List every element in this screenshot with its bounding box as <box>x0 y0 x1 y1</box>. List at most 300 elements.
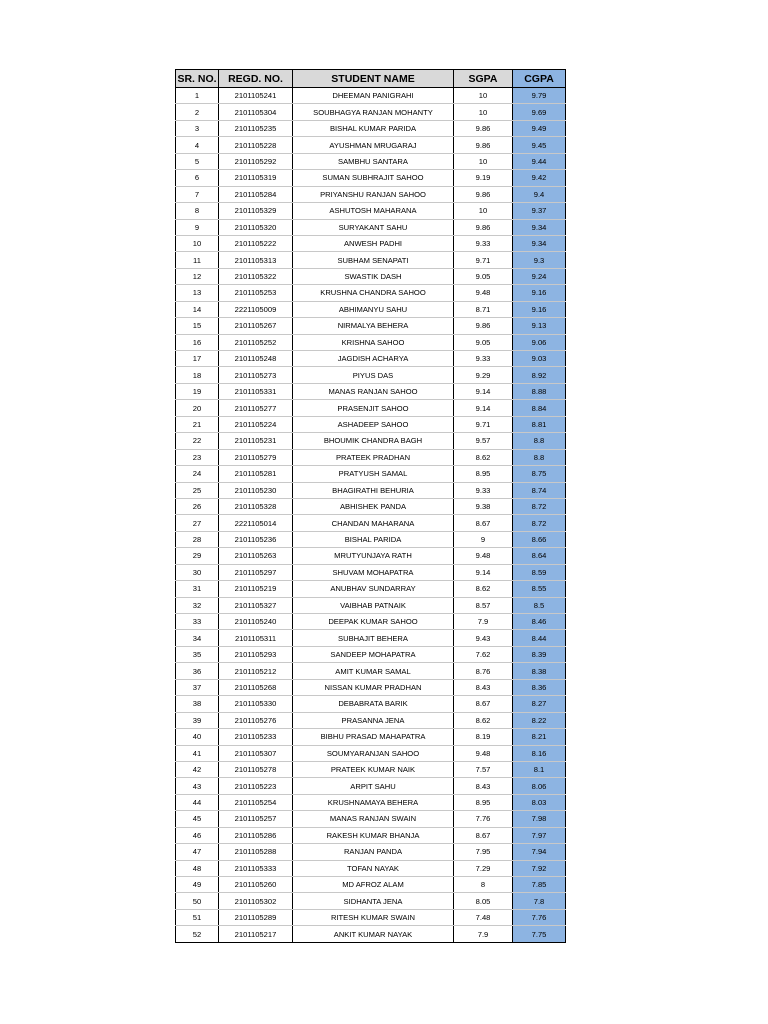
regd-no-cell: 2101105260 <box>219 877 293 893</box>
cgpa-cell: 8.22 <box>513 712 566 728</box>
sgpa-cell: 9.33 <box>454 351 513 367</box>
sr-no-cell: 22 <box>176 433 219 449</box>
sgpa-cell: 9.71 <box>454 252 513 268</box>
cgpa-cell: 8.74 <box>513 482 566 498</box>
table-row <box>176 877 566 893</box>
student-name-cell: ANKIT KUMAR NAYAK <box>293 926 454 942</box>
cgpa-cell: 8.66 <box>513 531 566 547</box>
student-name-cell: BIBHU PRASAD MAHAPATRA <box>293 729 454 745</box>
sgpa-cell: 8.67 <box>454 696 513 712</box>
cgpa-cell: 8.46 <box>513 614 566 630</box>
table-row <box>176 909 566 925</box>
table-row <box>176 630 566 646</box>
sgpa-cell: 10 <box>454 153 513 169</box>
regd-no-cell: 2101105248 <box>219 351 293 367</box>
cgpa-cell: 7.94 <box>513 844 566 860</box>
regd-no-cell: 2101105328 <box>219 498 293 514</box>
table-row <box>176 219 566 235</box>
student-name-cell: SANDEEP MOHAPATRA <box>293 646 454 662</box>
student-name-cell: NISSAN KUMAR PRADHAN <box>293 679 454 695</box>
sgpa-cell: 7.29 <box>454 860 513 876</box>
sr-no-cell: 40 <box>176 729 219 745</box>
student-name-cell: DEBABRATA BARIK <box>293 696 454 712</box>
regd-no-cell: 2101105253 <box>219 285 293 301</box>
student-name-cell: BHOUMIK CHANDRA BAGH <box>293 433 454 449</box>
cgpa-cell: 8.8 <box>513 449 566 465</box>
cgpa-cell: 7.92 <box>513 860 566 876</box>
sr-no-cell: 36 <box>176 663 219 679</box>
table-row <box>176 761 566 777</box>
sgpa-cell: 9.33 <box>454 482 513 498</box>
cgpa-cell: 7.8 <box>513 893 566 909</box>
sgpa-cell: 7.76 <box>454 811 513 827</box>
sr-no-cell: 27 <box>176 515 219 531</box>
table-row <box>176 88 566 104</box>
sr-no-cell: 2 <box>176 104 219 120</box>
regd-no-cell: 2101105257 <box>219 811 293 827</box>
sr-no-cell: 17 <box>176 351 219 367</box>
student-name-cell: AYUSHMAN MRUGARAJ <box>293 137 454 153</box>
student-name-cell: MANAS RANJAN SWAIN <box>293 811 454 827</box>
sr-no-cell: 16 <box>176 334 219 350</box>
sr-no-cell: 25 <box>176 482 219 498</box>
student-name-cell: DEEPAK KUMAR SAHOO <box>293 614 454 630</box>
sgpa-cell: 8.19 <box>454 729 513 745</box>
sgpa-cell: 7.62 <box>454 646 513 662</box>
table-row <box>176 104 566 120</box>
student-name-cell: MD AFROZ ALAM <box>293 877 454 893</box>
regd-no-cell: 2101105267 <box>219 318 293 334</box>
sgpa-cell: 9.33 <box>454 235 513 251</box>
student-name-cell: NIRMALYA BEHERA <box>293 318 454 334</box>
header-row <box>176 70 566 88</box>
student-name-cell: SOUBHAGYA RANJAN MOHANTY <box>293 104 454 120</box>
table-row <box>176 712 566 728</box>
sgpa-cell: 9.29 <box>454 367 513 383</box>
sgpa-cell: 9.19 <box>454 170 513 186</box>
table-row <box>176 153 566 169</box>
regd-no-cell: 2101105223 <box>219 778 293 794</box>
table-row <box>176 696 566 712</box>
sr-no-cell: 20 <box>176 400 219 416</box>
sgpa-cell: 9.38 <box>454 498 513 514</box>
table-row <box>176 564 566 580</box>
sgpa-cell: 9.71 <box>454 416 513 432</box>
cgpa-cell: 7.85 <box>513 877 566 893</box>
regd-no-cell: 2101105292 <box>219 153 293 169</box>
sgpa-cell: 8.57 <box>454 597 513 613</box>
sr-no-cell: 38 <box>176 696 219 712</box>
regd-no-cell: 2101105319 <box>219 170 293 186</box>
regd-no-cell: 2221105014 <box>219 515 293 531</box>
student-name-cell: DHEEMAN PANIGRAHI <box>293 88 454 104</box>
header-student-name: STUDENT NAME <box>293 70 454 88</box>
cgpa-cell: 8.44 <box>513 630 566 646</box>
regd-no-cell: 2221105009 <box>219 301 293 317</box>
sr-no-cell: 46 <box>176 827 219 843</box>
sgpa-cell: 9 <box>454 531 513 547</box>
sr-no-cell: 47 <box>176 844 219 860</box>
table-row <box>176 926 566 942</box>
header-sr-no: SR. NO. <box>176 70 219 88</box>
table-row <box>176 268 566 284</box>
sgpa-cell: 8.62 <box>454 712 513 728</box>
sgpa-cell: 10 <box>454 88 513 104</box>
regd-no-cell: 2101105293 <box>219 646 293 662</box>
student-name-cell: PRASENJIT SAHOO <box>293 400 454 416</box>
student-name-cell: SUMAN SUBHRAJIT SAHOO <box>293 170 454 186</box>
sr-no-cell: 42 <box>176 761 219 777</box>
cgpa-cell: 8.64 <box>513 548 566 564</box>
sr-no-cell: 29 <box>176 548 219 564</box>
cgpa-cell: 9.16 <box>513 301 566 317</box>
table-row <box>176 597 566 613</box>
student-name-cell: ANWESH PADHI <box>293 235 454 251</box>
student-name-cell: BISHAL KUMAR PARIDA <box>293 120 454 136</box>
cgpa-cell: 9.4 <box>513 186 566 202</box>
cgpa-cell: 9.44 <box>513 153 566 169</box>
student-name-cell: ARPIT SAHU <box>293 778 454 794</box>
cgpa-cell: 8.21 <box>513 729 566 745</box>
student-name-cell: AMIT KUMAR SAMAL <box>293 663 454 679</box>
sgpa-cell: 10 <box>454 203 513 219</box>
table-row <box>176 367 566 383</box>
table-row <box>176 811 566 827</box>
table-row <box>176 778 566 794</box>
student-name-cell: ABHIMANYU SAHU <box>293 301 454 317</box>
student-name-cell: SURYAKANT SAHU <box>293 219 454 235</box>
cgpa-cell: 7.97 <box>513 827 566 843</box>
table-row <box>176 318 566 334</box>
sr-no-cell: 30 <box>176 564 219 580</box>
cgpa-cell: 8.5 <box>513 597 566 613</box>
table-row <box>176 186 566 202</box>
student-name-cell: SUBHAM SENAPATI <box>293 252 454 268</box>
sr-no-cell: 34 <box>176 630 219 646</box>
regd-no-cell: 2101105322 <box>219 268 293 284</box>
sgpa-cell: 8.76 <box>454 663 513 679</box>
student-name-cell: SOUMYARANJAN SAHOO <box>293 745 454 761</box>
cgpa-cell: 8.81 <box>513 416 566 432</box>
table-row <box>176 827 566 843</box>
regd-no-cell: 2101105219 <box>219 581 293 597</box>
sgpa-cell: 9.05 <box>454 268 513 284</box>
table-row <box>176 466 566 482</box>
table-row <box>176 235 566 251</box>
regd-no-cell: 2101105268 <box>219 679 293 695</box>
table-row <box>176 482 566 498</box>
sr-no-cell: 19 <box>176 383 219 399</box>
student-name-cell: KRISHNA SAHOO <box>293 334 454 350</box>
sr-no-cell: 15 <box>176 318 219 334</box>
student-name-cell: ABHISHEK PANDA <box>293 498 454 514</box>
sgpa-cell: 7.9 <box>454 614 513 630</box>
cgpa-cell: 7.76 <box>513 909 566 925</box>
regd-no-cell: 2101105320 <box>219 219 293 235</box>
sr-no-cell: 3 <box>176 120 219 136</box>
table-row <box>176 301 566 317</box>
regd-no-cell: 2101105297 <box>219 564 293 580</box>
regd-no-cell: 2101105231 <box>219 433 293 449</box>
sr-no-cell: 26 <box>176 498 219 514</box>
student-name-cell: RAKESH KUMAR BHANJA <box>293 827 454 843</box>
sr-no-cell: 1 <box>176 88 219 104</box>
sgpa-cell: 7.9 <box>454 926 513 942</box>
header-cgpa: CGPA <box>513 70 566 88</box>
regd-no-cell: 2101105240 <box>219 614 293 630</box>
cgpa-cell: 9.79 <box>513 88 566 104</box>
student-name-cell: ASHUTOSH MAHARANA <box>293 203 454 219</box>
student-name-cell: BHAGIRATHI BEHURIA <box>293 482 454 498</box>
sgpa-cell: 9.14 <box>454 400 513 416</box>
student-name-cell: PRIYANSHU RANJAN SAHOO <box>293 186 454 202</box>
regd-no-cell: 2101105302 <box>219 893 293 909</box>
sgpa-cell: 8.43 <box>454 679 513 695</box>
cgpa-cell: 9.3 <box>513 252 566 268</box>
table-row <box>176 515 566 531</box>
cgpa-cell: 8.06 <box>513 778 566 794</box>
table-row <box>176 120 566 136</box>
sgpa-cell: 10 <box>454 104 513 120</box>
cgpa-cell: 7.98 <box>513 811 566 827</box>
regd-no-cell: 2101105241 <box>219 88 293 104</box>
table-body <box>176 88 566 943</box>
regd-no-cell: 2101105313 <box>219 252 293 268</box>
cgpa-cell: 9.24 <box>513 268 566 284</box>
regd-no-cell: 2101105307 <box>219 745 293 761</box>
regd-no-cell: 2101105288 <box>219 844 293 860</box>
cgpa-cell: 8.27 <box>513 696 566 712</box>
sr-no-cell: 51 <box>176 909 219 925</box>
sr-no-cell: 43 <box>176 778 219 794</box>
regd-no-cell: 2101105331 <box>219 383 293 399</box>
sr-no-cell: 50 <box>176 893 219 909</box>
cgpa-cell: 8.88 <box>513 383 566 399</box>
regd-no-cell: 2101105277 <box>219 400 293 416</box>
cgpa-cell: 8.38 <box>513 663 566 679</box>
cgpa-cell: 7.75 <box>513 926 566 942</box>
table-row <box>176 794 566 810</box>
table-row <box>176 351 566 367</box>
table-row <box>176 844 566 860</box>
sgpa-cell: 8.05 <box>454 893 513 909</box>
sr-no-cell: 10 <box>176 235 219 251</box>
student-name-cell: SAMBHU SANTARA <box>293 153 454 169</box>
table-row <box>176 581 566 597</box>
header-regd-no: REGD. NO. <box>219 70 293 88</box>
sr-no-cell: 11 <box>176 252 219 268</box>
sr-no-cell: 5 <box>176 153 219 169</box>
cgpa-cell: 8.92 <box>513 367 566 383</box>
student-name-cell: JAGDISH ACHARYA <box>293 351 454 367</box>
student-name-cell: PRATEEK KUMAR NAIK <box>293 761 454 777</box>
sgpa-cell: 8.71 <box>454 301 513 317</box>
regd-no-cell: 2101105289 <box>219 909 293 925</box>
cgpa-cell: 9.06 <box>513 334 566 350</box>
sr-no-cell: 44 <box>176 794 219 810</box>
cgpa-cell: 9.49 <box>513 120 566 136</box>
cgpa-cell: 8.72 <box>513 515 566 531</box>
regd-no-cell: 2101105330 <box>219 696 293 712</box>
sgpa-cell: 9.14 <box>454 564 513 580</box>
student-name-cell: ANUBHAV SUNDARRAY <box>293 581 454 597</box>
regd-no-cell: 2101105333 <box>219 860 293 876</box>
cgpa-cell: 8.55 <box>513 581 566 597</box>
regd-no-cell: 2101105263 <box>219 548 293 564</box>
student-name-cell: TOFAN NAYAK <box>293 860 454 876</box>
sr-no-cell: 14 <box>176 301 219 317</box>
student-name-cell: RANJAN PANDA <box>293 844 454 860</box>
regd-no-cell: 2101105329 <box>219 203 293 219</box>
sgpa-cell: 9.86 <box>454 318 513 334</box>
sr-no-cell: 31 <box>176 581 219 597</box>
student-name-cell: PRASANNA JENA <box>293 712 454 728</box>
sgpa-cell: 8.62 <box>454 449 513 465</box>
cgpa-cell: 9.45 <box>513 137 566 153</box>
student-name-cell: KRUSHNA CHANDRA SAHOO <box>293 285 454 301</box>
sgpa-cell: 9.57 <box>454 433 513 449</box>
regd-no-cell: 2101105235 <box>219 120 293 136</box>
sr-no-cell: 45 <box>176 811 219 827</box>
sr-no-cell: 7 <box>176 186 219 202</box>
sgpa-cell: 9.05 <box>454 334 513 350</box>
regd-no-cell: 2101105254 <box>219 794 293 810</box>
sr-no-cell: 35 <box>176 646 219 662</box>
table-row <box>176 416 566 432</box>
student-name-cell: MANAS RANJAN SAHOO <box>293 383 454 399</box>
sr-no-cell: 49 <box>176 877 219 893</box>
regd-no-cell: 2101105224 <box>219 416 293 432</box>
student-name-cell: PRATEEK PRADHAN <box>293 449 454 465</box>
cgpa-cell: 9.34 <box>513 235 566 251</box>
sr-no-cell: 9 <box>176 219 219 235</box>
table-row <box>176 285 566 301</box>
sgpa-cell: 9.86 <box>454 186 513 202</box>
table-row <box>176 860 566 876</box>
regd-no-cell: 2101105236 <box>219 531 293 547</box>
student-name-cell: RITESH KUMAR SWAIN <box>293 909 454 925</box>
cgpa-cell: 9.69 <box>513 104 566 120</box>
cgpa-cell: 8.84 <box>513 400 566 416</box>
regd-no-cell: 2101105276 <box>219 712 293 728</box>
table-row <box>176 334 566 350</box>
regd-no-cell: 2101105286 <box>219 827 293 843</box>
sgpa-cell: 9.14 <box>454 383 513 399</box>
cgpa-cell: 9.42 <box>513 170 566 186</box>
regd-no-cell: 2101105311 <box>219 630 293 646</box>
sr-no-cell: 6 <box>176 170 219 186</box>
table-row <box>176 729 566 745</box>
table-row <box>176 614 566 630</box>
sgpa-cell: 9.86 <box>454 137 513 153</box>
student-name-cell: VAIBHAB PATNAIK <box>293 597 454 613</box>
student-name-cell: BISHAL PARIDA <box>293 531 454 547</box>
results-table <box>175 69 566 943</box>
cgpa-cell: 9.37 <box>513 203 566 219</box>
sgpa-cell: 9.86 <box>454 120 513 136</box>
cgpa-cell: 8.39 <box>513 646 566 662</box>
regd-no-cell: 2101105281 <box>219 466 293 482</box>
student-name-cell: SIDHANTA JENA <box>293 893 454 909</box>
sgpa-cell: 7.48 <box>454 909 513 925</box>
table-row <box>176 433 566 449</box>
sgpa-cell: 8 <box>454 877 513 893</box>
regd-no-cell: 2101105233 <box>219 729 293 745</box>
sr-no-cell: 13 <box>176 285 219 301</box>
student-name-cell: MRUTYUNJAYA RATH <box>293 548 454 564</box>
sr-no-cell: 21 <box>176 416 219 432</box>
table-row <box>176 531 566 547</box>
regd-no-cell: 2101105212 <box>219 663 293 679</box>
sgpa-cell: 8.67 <box>454 515 513 531</box>
cgpa-cell: 8.16 <box>513 745 566 761</box>
regd-no-cell: 2101105273 <box>219 367 293 383</box>
regd-no-cell: 2101105228 <box>219 137 293 153</box>
table-row <box>176 646 566 662</box>
cgpa-cell: 8.59 <box>513 564 566 580</box>
student-name-cell: CHANDAN MAHARANA <box>293 515 454 531</box>
student-name-cell: SHUVAM MOHAPATRA <box>293 564 454 580</box>
sr-no-cell: 8 <box>176 203 219 219</box>
regd-no-cell: 2101105284 <box>219 186 293 202</box>
cgpa-cell: 9.13 <box>513 318 566 334</box>
table-header <box>176 70 566 88</box>
cgpa-cell: 8.72 <box>513 498 566 514</box>
regd-no-cell: 2101105222 <box>219 235 293 251</box>
table-row <box>176 548 566 564</box>
header-sgpa: SGPA <box>454 70 513 88</box>
sr-no-cell: 48 <box>176 860 219 876</box>
student-name-cell: PRATYUSH SAMAL <box>293 466 454 482</box>
student-name-cell: SUBHAJIT BEHERA <box>293 630 454 646</box>
student-name-cell: ASHADEEP SAHOO <box>293 416 454 432</box>
sgpa-cell: 7.57 <box>454 761 513 777</box>
sr-no-cell: 32 <box>176 597 219 613</box>
sr-no-cell: 37 <box>176 679 219 695</box>
sgpa-cell: 9.48 <box>454 548 513 564</box>
sgpa-cell: 8.95 <box>454 466 513 482</box>
cgpa-cell: 8.1 <box>513 761 566 777</box>
sr-no-cell: 18 <box>176 367 219 383</box>
table-row <box>176 252 566 268</box>
sr-no-cell: 23 <box>176 449 219 465</box>
cgpa-cell: 9.03 <box>513 351 566 367</box>
regd-no-cell: 2101105230 <box>219 482 293 498</box>
cgpa-cell: 8.75 <box>513 466 566 482</box>
cgpa-cell: 8.36 <box>513 679 566 695</box>
table-row <box>176 679 566 695</box>
sr-no-cell: 24 <box>176 466 219 482</box>
sr-no-cell: 41 <box>176 745 219 761</box>
table-row <box>176 400 566 416</box>
table-row <box>176 663 566 679</box>
student-name-cell: SWASTIK DASH <box>293 268 454 284</box>
sgpa-cell: 9.48 <box>454 285 513 301</box>
sgpa-cell: 7.95 <box>454 844 513 860</box>
sr-no-cell: 33 <box>176 614 219 630</box>
sgpa-cell: 8.67 <box>454 827 513 843</box>
table-row <box>176 745 566 761</box>
table-row <box>176 170 566 186</box>
sr-no-cell: 4 <box>176 137 219 153</box>
table-row <box>176 203 566 219</box>
sgpa-cell: 9.86 <box>454 219 513 235</box>
cgpa-cell: 8.03 <box>513 794 566 810</box>
cgpa-cell: 9.34 <box>513 219 566 235</box>
regd-no-cell: 2101105278 <box>219 761 293 777</box>
regd-no-cell: 2101105327 <box>219 597 293 613</box>
regd-no-cell: 2101105279 <box>219 449 293 465</box>
